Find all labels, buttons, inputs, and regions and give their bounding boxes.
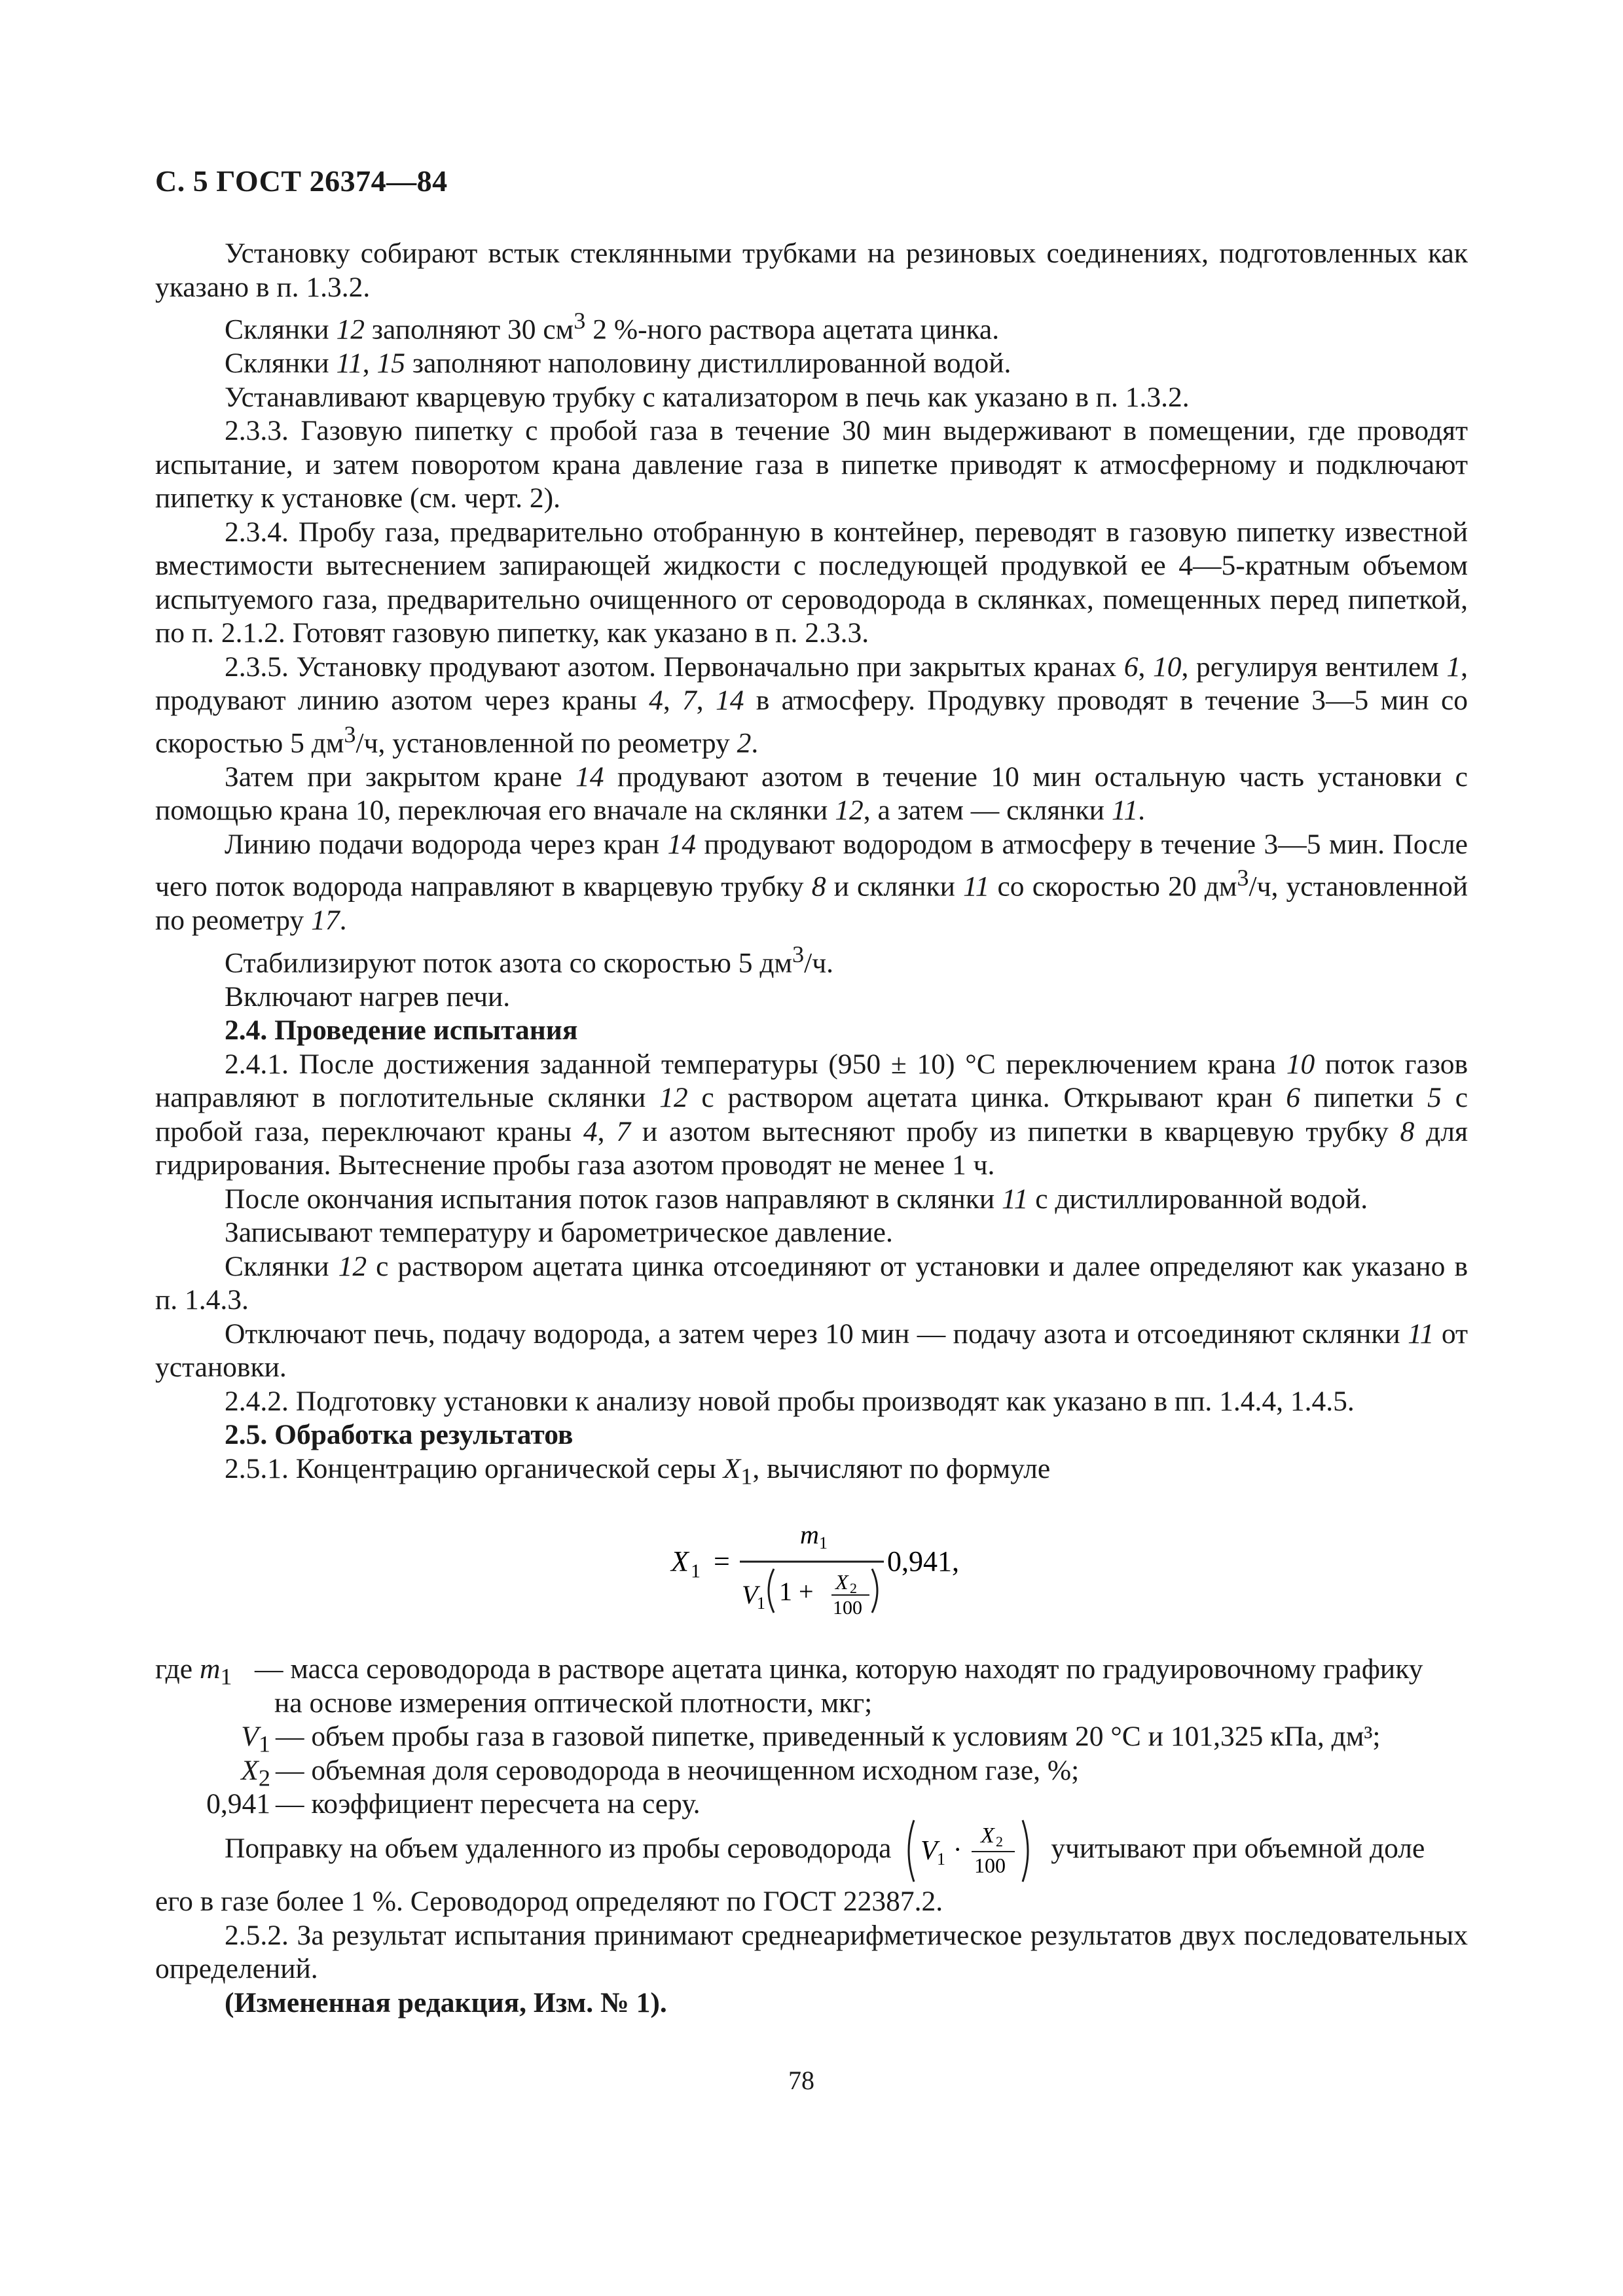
formula-denom-one: 1 + xyxy=(779,1577,814,1606)
formula-eq: = xyxy=(714,1545,730,1577)
paragraph: 2.5. Обработка результатов xyxy=(225,1419,574,1450)
where-item xyxy=(155,1754,1468,1791)
formula-inner-num-sub: 2 xyxy=(850,1580,857,1596)
formula-inner-num: X xyxy=(835,1570,848,1594)
paragraph: Отключают печь, подачу водорода, а затем через 10 мин — подачу азота и отсоединяют склянки 11 от установки. xyxy=(155,1318,1468,1383)
paragraph: 2.5.2. За результат испытания принимают среднеарифметическое результатов двух последовательных определений. xyxy=(155,1919,1468,1984)
paragraph: Записывают температуру и барометрическое давление. xyxy=(225,1217,893,1248)
paragraph: (Измененная редакция, Изм. № 1). xyxy=(225,1986,667,2018)
paragraph: его в газе более 1 %. Сероводород определяют по ГОСТ 22387.2. xyxy=(155,1886,943,1917)
paragraph: 2.3.3. Газовую пипетку с пробой газа в течение 30 мин выдерживают в помещении, где проводят испытание, и затем поворотом крана давление газа в пипетке приводят к атмосферному и подключают пипетку к установке (см. черт. 2). xyxy=(155,415,1468,514)
paragraph: Склянки 11, 15 заполняют наполовину дистиллированной водой. xyxy=(225,348,1012,379)
formula-denom-v-sub: 1 xyxy=(757,1594,765,1613)
tail-text xyxy=(155,1885,1468,2020)
body-text xyxy=(155,237,1468,1494)
where-text: — объемная доля сероводорода в неочищенном исходном газе, %; xyxy=(276,1754,1080,1786)
correction-before: Поправку на объем удаленного из пробы сероводорода xyxy=(225,1832,892,1864)
paragraph: Включают нагрев печи. xyxy=(225,980,511,1013)
correction-after: учитывают при объемной доле xyxy=(1051,1832,1425,1864)
where-symbol: где $m_1$ xyxy=(155,1653,232,1690)
corr-left-paren xyxy=(909,1820,914,1882)
corr-x: X xyxy=(981,1823,995,1848)
paragraph: После окончания испытания поток газов направляют в склянки 11 с дистиллированной водой. xyxy=(225,1183,1368,1215)
corr-dot: · xyxy=(953,1835,962,1864)
paragraph: 2.4.1. После достижения заданной температуры (950 ± 10) °С переключением крана 10 поток газов направляют в поглотительные склянки 12 с раствором ацетата цинка. Открывают кран 6 пипетки 5 с пробой газа, переключают краны 4, 7 и азотом вытесняют пробу из пипетки в кварцевую трубку 8 для гидрирования. Вытеснение пробы газа азотом проводят не менее 1 ч. xyxy=(155,1048,1468,1181)
formula-x1 xyxy=(661,1505,1080,1623)
corr-v-sub: 1 xyxy=(937,1850,946,1869)
formula-numerator: m xyxy=(800,1520,819,1549)
paragraph: Устанавливают кварцевую трубку с катализатором в печь как указано в п. 1.3.2. xyxy=(225,381,1190,413)
correction-expression xyxy=(902,1815,1040,1887)
paragraph: 2.3.4. Пробу газа, предварительно отобранную в контейнер, переводят в газовую пипетку известной вместимости вытеснением запирающей жидкости с последующей продувкой ее 4—5-кратным объемом испытуемого газа, предварительно очищенного от сероводорода в склянках, помещенных перед пипеткой, по п. 2.1.2. Готовят газовую пипетку, как указано в п. 2.3.3. xyxy=(155,516,1468,649)
corr-right-paren xyxy=(1023,1820,1028,1882)
page-number: 78 xyxy=(788,2066,814,2095)
where-item xyxy=(155,1653,1468,1690)
corr-v: V xyxy=(921,1836,938,1866)
paragraph: Склянки 12 с раствором ацетата цинка отсоединяют от установки и далее определяют как указано в п. 1.4.3. xyxy=(155,1250,1468,1316)
paragraph: 2.4. Проведение испытания xyxy=(225,1014,578,1046)
where-continuation: на основе измерения оптической плотности, мкг; xyxy=(274,1687,873,1719)
paragraph: 2.3.5. Установку продувают азотом. Первоначально при закрытых кранах 6, 10, регулируя вентилем 1, продувают линию азотом через краны 4, 7, 14 в атмосферу. Продувку проводят в течение 3—5 мин со скоростью 5 $дм^3/ч$, установленной по реометру 2. xyxy=(155,651,1468,759)
corr-den: 100 xyxy=(974,1854,1006,1877)
formula-lhs-sub: 1 xyxy=(691,1560,701,1582)
paragraph: Стабилизируют поток азота со скоростью 5 $дм^3/ч$. xyxy=(225,941,833,978)
formula-denom-v: V xyxy=(742,1580,758,1609)
paragraph: Установку собирают встык стеклянными трубками на резиновых соединениях, подготовленных как указано в п. 1.3.2. xyxy=(155,238,1468,303)
formula-numerator-sub: 1 xyxy=(819,1534,828,1552)
where-symbol: $X_2$ xyxy=(241,1754,270,1791)
page-header: С. 5 ГОСТ 26374—84 xyxy=(155,164,448,198)
paragraph: Затем при закрытом кране 14 продувают азотом в течение 10 мин остальную часть установки с помощью крана 10, переключая его вначале на склянки 12, а затем — склянки 11. xyxy=(155,761,1468,826)
where-text: — масса сероводорода в растворе ацетата цинка, которую находят по градуировочному графику xyxy=(255,1653,1423,1685)
corr-x-sub: 2 xyxy=(996,1833,1004,1850)
where-text: — объем пробы газа в газовой пипетке, приведенный к условиям 20 °С и 101,325 кПа, дм³; xyxy=(276,1721,1381,1752)
where-text: — коэффициент пересчета на серу. xyxy=(276,1788,701,1820)
paragraph: 2.4.2. Подготовку установки к анализу новой пробы производят как указано в пп. 1.4.4, 1.4.5. xyxy=(225,1385,1355,1417)
formula-lhs: X xyxy=(671,1545,689,1577)
paragraph: Склянки 12 заполняют 30 $см^3$ 2 %-ного раствора ацетата цинка. xyxy=(225,308,1000,346)
paragraph: Линию подачи водорода через кран 14 продувают водородом в атмосферу в течение 3—5 мин. После чего поток водорода направляют в кварцевую трубку 8 и склянки 11 со скоростью 20 $дм^3/ч$, установленной по реометру 17. xyxy=(155,828,1468,936)
paragraph: 2.5.1. Концентрацию органической серы $X_1$, вычисляют по формуле xyxy=(225,1452,1051,1490)
correction-line xyxy=(155,1815,1468,1887)
right-paren xyxy=(872,1569,877,1613)
formula-coef: 0,941, xyxy=(887,1545,959,1577)
where-item xyxy=(155,1720,1468,1757)
left-paren xyxy=(769,1569,774,1613)
formula-inner-den: 100 xyxy=(833,1597,862,1619)
where-symbol: 0,941 xyxy=(206,1788,270,1820)
where-symbol: $V_1$ xyxy=(241,1721,270,1757)
where-list xyxy=(155,1653,1468,1821)
